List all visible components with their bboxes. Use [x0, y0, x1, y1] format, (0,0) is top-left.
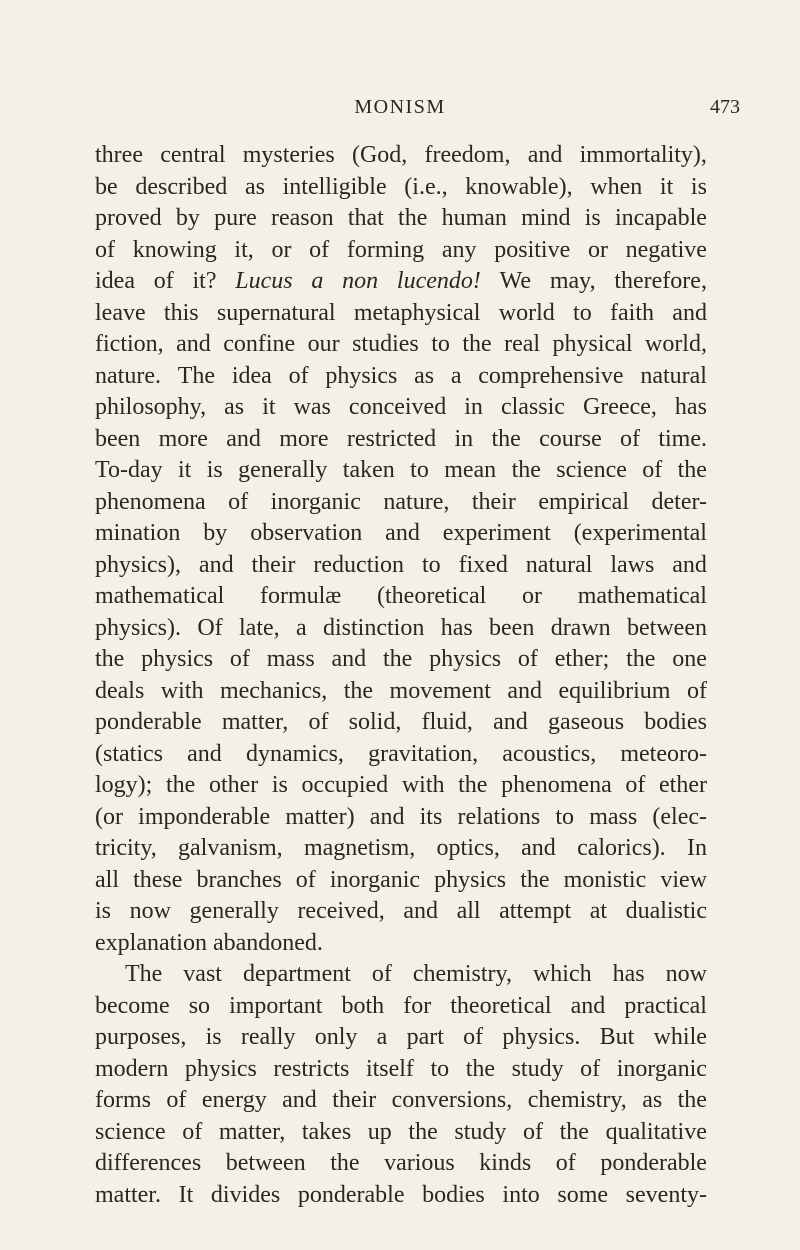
running-head: MONISM [354, 96, 446, 118]
text-line: idea of it? Lucus a non lucendo! We may, therefore, [95, 268, 707, 294]
text-line: science of matter, takes up the study of the qualitative [95, 1118, 707, 1145]
page-header [0, 96, 800, 126]
text-line: fiction, and confine our studies to the real physical world, [95, 331, 707, 357]
text-line: differences between the various kinds of ponderable [95, 1150, 707, 1176]
text-line: deals with mechanics, the movement and equilibrium of [95, 677, 707, 704]
text-line: ponderable matter, of solid, fluid, and gaseous bodies [95, 709, 707, 735]
text-line: mathematical formulæ (theoretical or mathematical [95, 583, 707, 609]
text-line: modern physics restricts itself to the study of inorganic [95, 1055, 707, 1082]
text-line: forms of energy and their conversions, chemistry, as the [95, 1087, 707, 1113]
text-line: (or imponderable matter) and its relations to mass (elec- [95, 803, 707, 830]
text-line: purposes, is really only a part of physics. But while [95, 1024, 707, 1050]
text-line: mination by observation and experiment (experimental [95, 520, 707, 546]
text-line: be described as intelligible (i.e., knowable), when it is [95, 173, 707, 200]
body-text [95, 140, 707, 1211]
text-line: proved by pure reason that the human mind is incapable [95, 205, 707, 231]
text-line: To-day it is generally taken to mean the science of the [95, 457, 707, 483]
text-line: phenomena of inorganic nature, their empirical deter- [95, 488, 707, 515]
text-line: is now generally received, and all attempt at dualistic [95, 898, 707, 924]
text-line: physics). Of late, a distinction has been drawn between [95, 614, 707, 641]
text-line: matter. It divides ponderable bodies into some seventy- [95, 1181, 707, 1208]
page-number: 473 [710, 96, 740, 118]
text-line: of knowing it, or of forming any positive or negative [95, 236, 707, 263]
text-line: been more and more restricted in the course of time. [95, 425, 707, 452]
text-line: nature. The idea of physics as a comprehensive natural [95, 362, 707, 389]
text-line: tricity, galvanism, magnetism, optics, and calorics). In [95, 835, 707, 861]
text-line: leave this supernatural metaphysical world to faith and [95, 299, 707, 326]
text-line: philosophy, as it was conceived in classic Greece, has [95, 394, 707, 420]
text-line: three central mysteries (God, freedom, and immortality), [95, 142, 707, 168]
text-line: physics), and their reduction to fixed natural laws and [95, 551, 707, 578]
text-line: logy); the other is occupied with the phenomena of ether [95, 772, 707, 798]
text-line: explanation abandoned. [95, 929, 323, 956]
text-line: all these branches of inorganic physics the monistic view [95, 866, 707, 893]
text-line: become so important both for theoretical and practical [95, 992, 707, 1019]
text-line: (statics and dynamics, gravitation, acoustics, meteoro- [95, 740, 707, 767]
text-line: The vast department of chemistry, which has now [125, 961, 707, 987]
text-line: the physics of mass and the physics of ether; the one [95, 646, 707, 672]
